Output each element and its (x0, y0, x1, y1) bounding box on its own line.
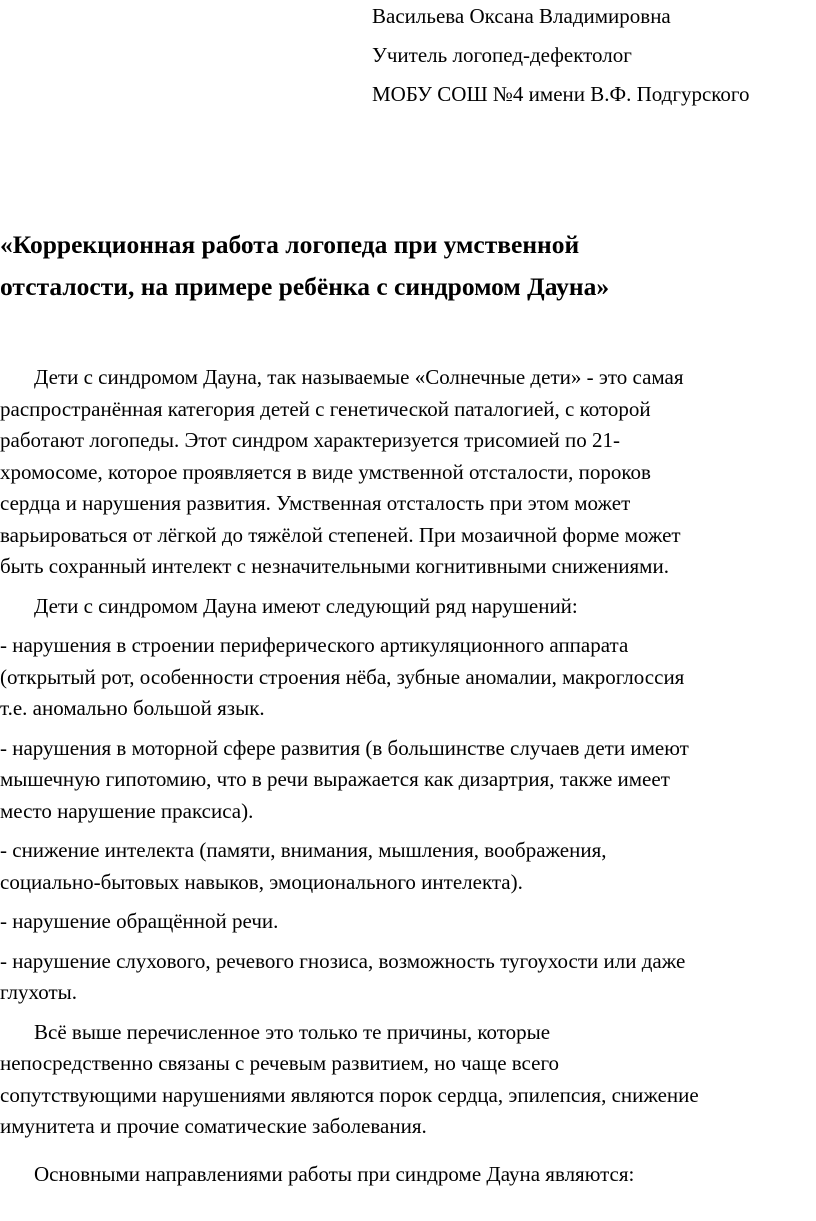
text-line: - снижение интелекта (памяти, внимания, мышления, воображения, (0, 838, 607, 862)
title-line: отсталости, на примере ребёнка с синдромом Дауна» (0, 272, 610, 301)
text-line: хромосоме, которое проявляется в виде умственной отсталости, пороков (0, 459, 651, 484)
author-position: Учитель логопед-дефектолог (372, 43, 632, 67)
title-line: «Коррекционная работа логопеда при умственной (0, 230, 580, 259)
list-item (0, 946, 816, 1009)
document-body (0, 362, 816, 1198)
text-line: варьироваться от лёгкой до тяжёлой степеней. При мозаичной форме может (0, 522, 681, 547)
text-line: - нарушения в моторной сфере развития (в большинстве случаев дети имеют (0, 735, 689, 760)
text-line: мышечную гипотомию, что в речи выражается как дизартрия, также имеет (0, 767, 670, 791)
document-title (0, 224, 810, 308)
text-line: распространённая категория детей с генетической паталогией, с которой (0, 396, 651, 421)
text-line: сопутствующими нарушениями являются порок сердца, эпилепсия, снижение (0, 1082, 699, 1107)
text-line: работают логопеды. Этот синдром характеризуется трисомией по 21- (0, 428, 621, 452)
text-line: сердца и нарушения развития. Умственная отсталость при этом может (0, 491, 631, 515)
list-item (0, 906, 816, 938)
text-line: - нарушение обращённой речи. (0, 909, 279, 933)
text-line: имунитета и прочие соматические заболевания. (0, 1114, 427, 1138)
paragraph-list-intro (0, 591, 816, 623)
text-line: социально-бытовых навыков, эмоционального интелекта). (0, 869, 523, 894)
list-item (0, 733, 816, 828)
text-line: Всё выше перечисленное это только те причины, которые (34, 1019, 551, 1044)
paragraph-summary (0, 1017, 816, 1143)
text-line: Основными направлениями работы при синдроме Дауна являются: (34, 1161, 635, 1186)
list-item (0, 835, 816, 898)
author-name: Васильева Оксана Владимировна (372, 4, 671, 28)
text-line: Дети с синдромом Дауна, так называемые «Солнечные дети» - это самая (34, 365, 684, 389)
text-line: место нарушение праксиса). (0, 798, 254, 823)
paragraph-intro (0, 362, 816, 583)
author-school: МОБУ СОШ №4 имени В.Ф. Подгурского (372, 82, 750, 106)
list-item (0, 630, 816, 725)
text-line: - нарушения в строении периферического артикуляционного аппарата (0, 633, 629, 657)
author-block (372, 0, 816, 121)
text-line: (открытый рот, особенности строения нёба, зубные аномалии, макроглоссия (0, 664, 685, 689)
text-line: непосредственно связаны с речевым развитием, но чаще всего (0, 1051, 560, 1075)
paragraph-directions (0, 1159, 816, 1191)
text-line: - нарушение слухового, речевого гнозиса, возможность тугоухости или даже (0, 948, 686, 973)
text-line: быть сохранный интелект с незначительными когнитивными снижениями. (0, 554, 669, 578)
text-line: Дети с синдромом Дауна имеют следующий ряд нарушений: (34, 593, 578, 618)
text-line: т.е. аномально большой язык. (0, 696, 265, 720)
text-line: глухоты. (0, 980, 77, 1004)
